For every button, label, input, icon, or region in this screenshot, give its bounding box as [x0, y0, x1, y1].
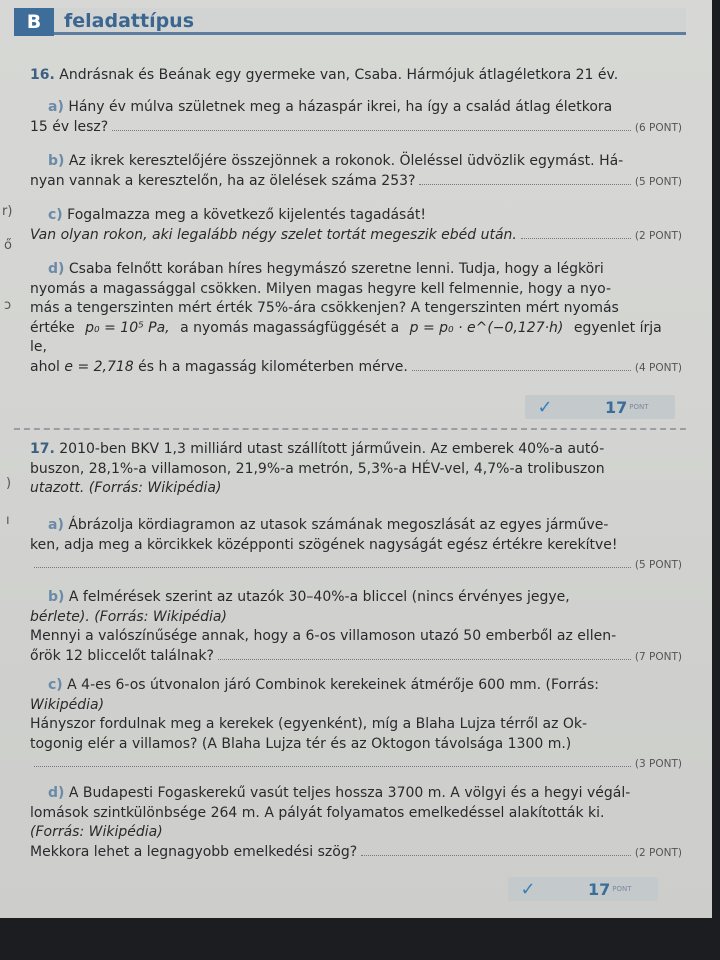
margin-mark: )	[6, 476, 12, 491]
formula: p₀ = 10⁵ Pa,	[85, 319, 170, 336]
points-label: (3 PONT)	[634, 758, 682, 770]
problem-16b	[30, 152, 682, 192]
part-text: lomások szintkülönbsége 264 m. A pályát folyamatos emelkedéssel alakították ki.	[30, 804, 605, 821]
points-label: (6 PONT)	[634, 121, 682, 134]
points-label: (5 PONT)	[634, 175, 682, 188]
part-text: Csaba felnőtt korában híres hegymászó szeretne lenni. Tudja, hogy a légköri	[68, 261, 604, 277]
separator	[14, 428, 686, 430]
section-badge: B	[14, 8, 54, 36]
part-text: Wikipédia)	[30, 696, 105, 713]
score-panel	[525, 395, 675, 419]
problem-intro: 2010-ben BKV 1,3 milliárd utast szállított járművein. Az emberek 40%-a autó-	[59, 441, 605, 457]
part-text: Mennyi a valószínűsége annak, hogy a 6-os villamoson utazó 50 emberből az ellen-	[30, 628, 617, 644]
part-text: Hányszor fordulnak meg a kerekek (egyenként), míg a Blaha Lujza térről az Ok-	[30, 716, 588, 732]
points-label: (2 PONT)	[634, 229, 682, 242]
checkmark-icon: ✓	[537, 396, 553, 418]
part-text: a nyomás magasságfüggését a	[180, 319, 400, 336]
answer-line	[521, 226, 631, 239]
part-text: Ábrázolja kördiagramon az utasok számának megoszlását az egyes járműve-	[68, 517, 609, 533]
part-text: A 4-es 6-os útvonalon járó Combinok kerekeinek átmérője 600 mm. (Forrás:	[67, 677, 599, 693]
part-label: c)	[48, 677, 63, 693]
problem-intro: utazott. (Forrás: Wikipédia)	[30, 480, 222, 496]
problem-16	[30, 66, 682, 86]
formula: p = p₀ · e^(−0,127·h)	[409, 319, 564, 336]
part-label: d)	[48, 785, 65, 801]
score-value: 17	[605, 397, 628, 417]
part-text: Mekkora lehet a legnagyobb emelkedési szög?	[30, 843, 358, 860]
part-text: nyomás a magassággal csökken. Milyen magas hegyre kell felmennie, hogy a nyo-	[30, 280, 611, 297]
part-text: őrök 12 bliccelőt találnak?	[30, 647, 214, 664]
problem-16d	[30, 260, 682, 378]
answer-line	[34, 754, 631, 767]
score-unit: PONT	[612, 885, 632, 893]
part-text: és h a magasság kilométerben mérve.	[138, 358, 408, 375]
score-panel	[508, 877, 658, 901]
part-label: c)	[48, 207, 63, 223]
answer-line	[34, 555, 631, 568]
part-text: nyan vannak a keresztelőn, ha az ölelések száma 253?	[30, 172, 416, 189]
part-text: 15 év lesz?	[30, 118, 109, 135]
part-text: togonig elér a villamos? (A Blaha Lujza tér és az Oktogon távolsága 1300 m.)	[30, 735, 572, 752]
points-label: (4 PONT)	[634, 361, 682, 374]
part-text: értéke	[30, 319, 75, 336]
problem-17c	[30, 676, 682, 775]
points-label: (2 PONT)	[634, 846, 682, 859]
section-header	[14, 8, 686, 35]
margin-mark: ı	[6, 513, 10, 528]
part-text: bérlete). (Forrás: Wikipédia)	[30, 608, 227, 625]
points-label: (5 PONT)	[634, 559, 682, 571]
part-label: d)	[48, 261, 65, 277]
part-text: A Budapesti Fogaskerekű vasút teljes hossza 3700 m. A völgyi és a hegyi végál-	[68, 785, 631, 801]
answer-line	[112, 118, 631, 131]
problem-17a	[30, 516, 682, 576]
part-text: Fogalmazza meg a következő kijelentés tagadását!	[67, 207, 427, 223]
part-label: b)	[48, 589, 65, 605]
answer-line	[412, 358, 631, 371]
checkmark-icon: ✓	[520, 878, 536, 900]
part-text: Az ikrek keresztelőjére összejönnek a rokonok. Öleléssel üdvözlik egymást. Há-	[68, 153, 624, 169]
answer-line	[419, 172, 630, 185]
margin-mark: ↄ	[4, 298, 12, 313]
part-text: ken, adja meg a körcikkek középponti szögének nagyságát egész értékre kerekítve!	[30, 536, 618, 553]
part-text: Van olyan rokon, aki legalább négy szelet tortát megeszik ebéd után.	[30, 226, 517, 243]
part-text: egyenlet írja le,	[30, 319, 662, 355]
score-value: 17	[588, 879, 611, 899]
formula: e = 2,718	[64, 358, 134, 375]
part-text: (Forrás: Wikipédia)	[30, 824, 163, 840]
problem-17	[30, 440, 682, 499]
score-box-17	[508, 876, 658, 902]
answer-line	[361, 843, 631, 856]
problem-number: 16.	[30, 67, 55, 83]
part-text: Hány év múlva születnek meg a házaspár ikrei, ha így a család átlag életkora	[68, 99, 613, 115]
part-label: a)	[48, 517, 64, 533]
part-text: A felmérések szerint az utazók 30–40%-a bliccel (nincs érvényes jegye,	[68, 589, 570, 605]
part-text: más a tengerszinten mért érték 75%-ára csökkenjen? A tengerszinten mért nyomás	[30, 300, 619, 316]
score-box-16	[525, 394, 675, 420]
part-label: a)	[48, 99, 64, 115]
section-title: feladattípus	[64, 10, 195, 32]
problem-number: 17.	[30, 441, 55, 457]
part-label: b)	[48, 153, 65, 169]
points-label: (7 PONT)	[634, 650, 682, 663]
problem-17d	[30, 784, 682, 863]
part-text: ahol	[30, 358, 60, 375]
problem-16a	[30, 98, 682, 138]
margin-mark: r)	[2, 204, 13, 219]
problem-16c	[30, 206, 682, 246]
problem-intro: buszon, 28,1%-a villamoson, 21,9%-a metrón, 5,3%-a HÉV-vel, 4,7%-a trolibuszon	[30, 460, 605, 477]
answer-line	[218, 647, 631, 660]
margin-mark: ő	[4, 238, 12, 253]
problem-intro: Andrásnak és Beának egy gyermeke van, Csaba. Hármójuk átlagéletkora 21 év.	[59, 67, 619, 83]
score-unit: PONT	[629, 403, 649, 411]
problem-17b	[30, 588, 682, 667]
